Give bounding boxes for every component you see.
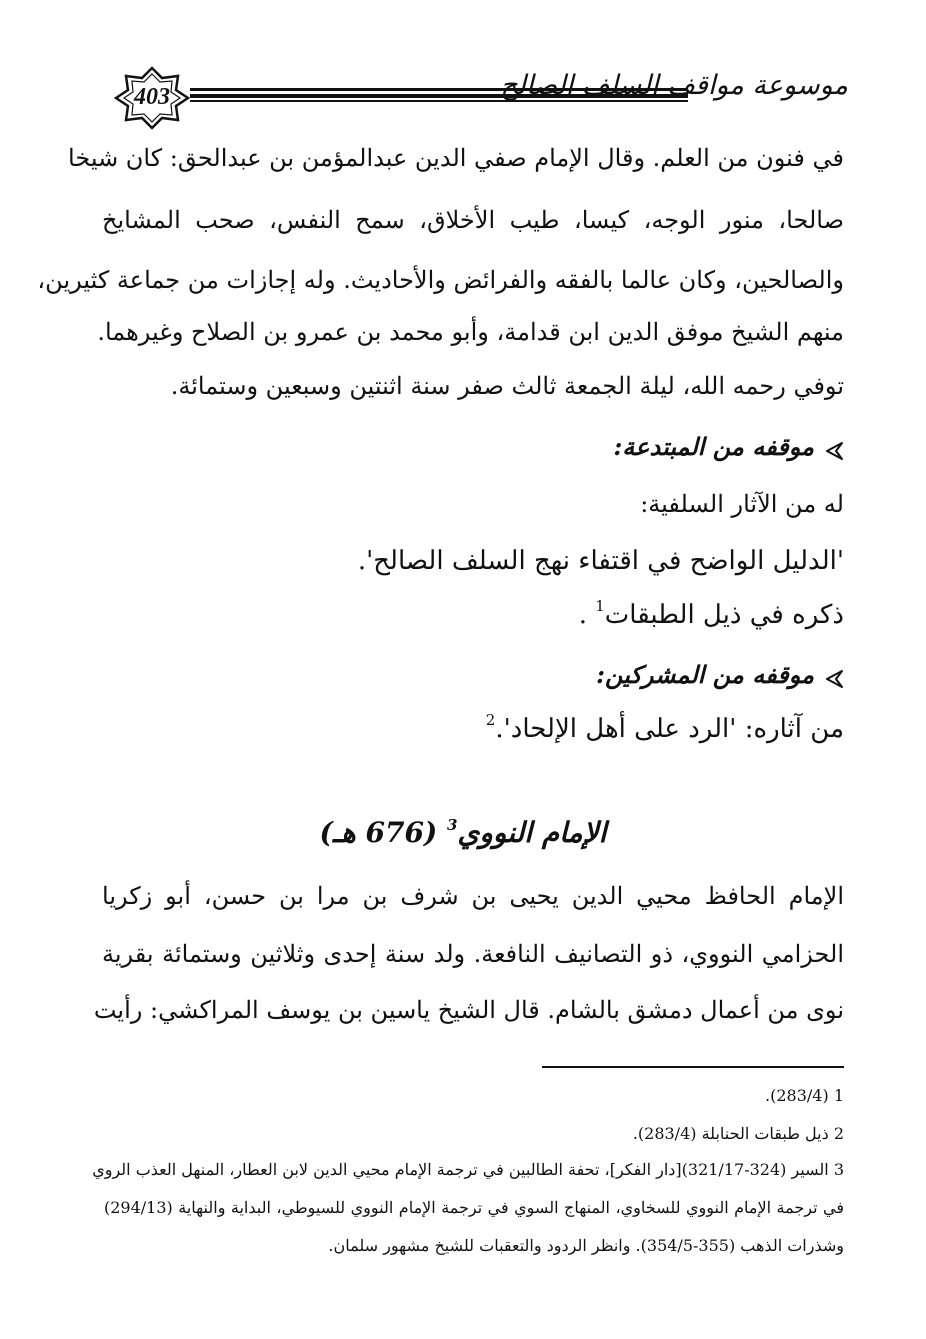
death-line: توفي رحمه الله، ليلة الجمعة ثالث صفر سنة اثنتين وسبعين وستمائة. bbox=[170, 372, 844, 400]
page-number-badge bbox=[114, 66, 184, 130]
reference-end: . bbox=[578, 600, 587, 630]
section-heading: موقفه من المبتدعة: bbox=[613, 432, 814, 461]
entry-title bbox=[0, 816, 926, 849]
paragraph-line: في فنون من العلم. وقال الإمام صفي الدين عبدالمؤمن بن عبدالحق: كان شيخا bbox=[68, 144, 844, 172]
work-title: 'الدليل الواضح في اقتفاء نهج السلف الصالح'. bbox=[357, 546, 844, 576]
reference-text: ذكره في ذيل الطبقات bbox=[604, 600, 844, 630]
footnote-ref: 3 bbox=[446, 815, 458, 834]
footnote-text: (283/4). bbox=[765, 1086, 829, 1105]
section-heading-row bbox=[613, 432, 844, 462]
section-heading: موقفه من المشركين: bbox=[596, 660, 814, 689]
works-intro: له من الآثار السلفية: bbox=[640, 490, 844, 518]
footnote bbox=[92, 1160, 844, 1179]
paragraph-line: والصالحين، وكان عالما بالفقه والفرائض والأحاديث. وله إجازات من جماعة كثيرين، bbox=[37, 266, 844, 294]
footnote-text: السير (324-321/17)[دار الفكر]، تحفة الطالبين في ترجمة الإمام محيي الدين لابن العطار، المنهل العذب الروي bbox=[92, 1160, 829, 1179]
footnote-line: في ترجمة الإمام النووي للسخاوي، المنهاج السوي في ترجمة الإمام النووي للسيوطي، البداية والنهاية (294/13) bbox=[104, 1198, 844, 1217]
footnote-number: 2 bbox=[833, 1124, 844, 1143]
footnote-ref: 1 bbox=[595, 597, 605, 616]
entry-year: (676 هـ) bbox=[319, 816, 438, 849]
footnote-number: 1 bbox=[833, 1086, 844, 1105]
works-text: من آثاره: 'الرد على أهل الإلحاد'. bbox=[495, 714, 844, 744]
arrow-bullet-icon bbox=[824, 440, 844, 462]
paragraph-line: صالحا، منور الوجه، كيسا، طيب الأخلاق، سمح النفس، صحب المشايخ bbox=[102, 206, 844, 234]
reference-line bbox=[578, 597, 844, 630]
paragraph-line: الإمام الحافظ محيي الدين يحيى بن شرف بن مرا بن حسن، أبو زكريا bbox=[102, 882, 844, 910]
page-header bbox=[108, 62, 848, 134]
section-heading-row bbox=[596, 660, 844, 690]
footnote-ref: 2 bbox=[485, 711, 496, 730]
book-title: موسوعة مواقف السلف الصالح bbox=[500, 70, 848, 101]
footnote-rule bbox=[542, 1066, 844, 1068]
page-number: 403 bbox=[134, 84, 170, 110]
entry-name: الإمام النووي bbox=[457, 816, 607, 849]
paragraph-line: الحزامي النووي، ذو التصانيف النافعة. ولد سنة إحدى وثلاثين وستمائة بقرية bbox=[102, 940, 844, 968]
footnote-line: وشذرات الذهب (355-354/5). وانظر الردود والتعقبات للشيخ مشهور سلمان. bbox=[328, 1236, 844, 1255]
footnote bbox=[633, 1124, 844, 1143]
works-line bbox=[485, 711, 844, 744]
arrow-bullet-icon bbox=[824, 668, 844, 690]
footnote-text: ذيل طبقات الحنابلة (283/4). bbox=[632, 1124, 829, 1143]
paragraph-line: منهم الشيخ موفق الدين ابن قدامة، وأبو محمد بن عمرو بن الصلاح وغيرهما. bbox=[97, 318, 844, 346]
footnote bbox=[765, 1086, 844, 1105]
footnote-number: 3 bbox=[833, 1160, 844, 1179]
paragraph-line: نوى من أعمال دمشق بالشام. قال الشيخ ياسين بن يوسف المراكشي: رأيت bbox=[93, 996, 844, 1024]
